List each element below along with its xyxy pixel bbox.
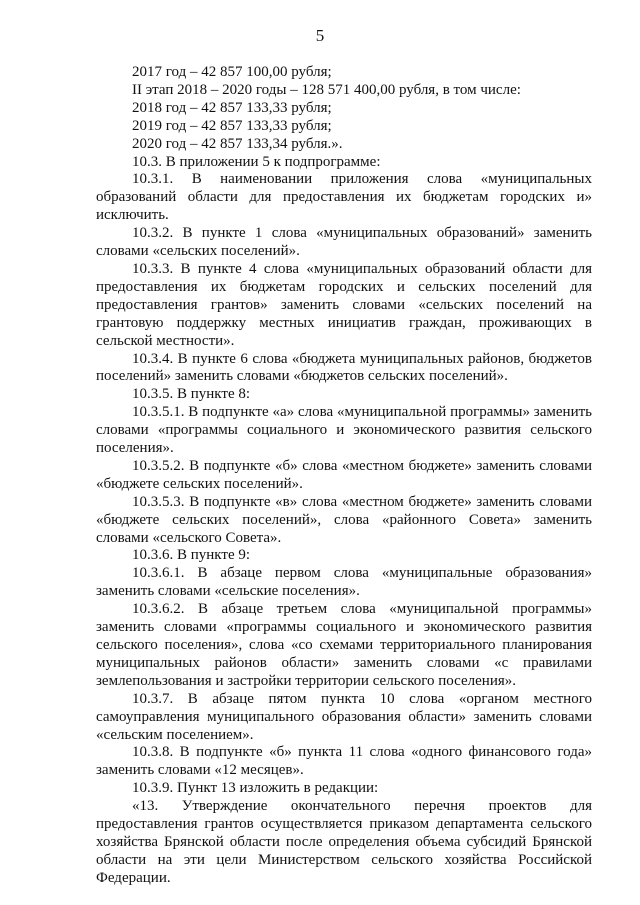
paragraph-10-3-8: 10.3.8. В подпункте «б» пункта 11 слова «одного финансового года» заменить словами «12 месяцев». [96,744,592,779]
paragraph-10-3-3: 10.3.3. В пункте 4 слова «муниципальных образований области для предоставления их бюджетам городских и сельских поселений для предоставления грантов» заменить словами «сельских поселений на грантовую поддержку местных инициатив граждан, проживающих в сельской местности». [96,260,592,349]
paragraph-10-3-5: 10.3.5. В пункте 8: [132,386,251,403]
paragraph-10-3-7: 10.3.7. В абзаце пятом пункта 10 слова «органом местного самоуправления муниципального образования области» заменить словами «сельским поселением». [96,690,592,743]
paragraph-10-3-6-2: 10.3.6.2. В абзаце третьем слова «муниципальной программы» заменить словами «программы социального и экономического развития сельского поселения», слова «со схемами территориального планирования муниципальных районов области» заменить словами «с правилами землепользования и застройки территории сельского поселения». [96,601,592,689]
paragraph-10-3-6-1: 10.3.6.1. В абзаце первом слова «муниципальные образования» заменить словами «сельские поселения». [96,565,592,600]
paragraph-10-3-9: 10.3.9. Пункт 13 изложить в редакции: [132,780,379,797]
paragraph-funding-2019: 2019 год – 42 857 133,33 рубля; [132,117,332,134]
paragraph-10-3-2: 10.3.2. В пункте 1 слова «муниципальных образований» заменить словами «сельских поселений». [96,225,592,260]
paragraph-10-3-5-2: 10.3.5.2. В подпункте «б» слова «местном бюджете» заменить словами «бюджете сельских поселений». [96,457,592,492]
paragraph-funding-2017: 2017 год – 42 857 100,00 рубля; [132,64,332,80]
paragraph-funding-2020: 2020 год – 42 857 133,34 рубля.». [132,135,343,152]
page-number: 5 [315,26,325,45]
paragraph-10-3-5-3: 10.3.5.3. В подпункте «в» слова «местном бюджете» заменить словами «бюджете сельских поселений», слова «районного Совета» заменить словами «сельского Совета». [96,493,592,546]
paragraph-funding-2018: 2018 год – 42 857 133,33 рубля; [132,99,332,116]
paragraph-10-3-6: 10.3.6. В пункте 9: [132,547,251,564]
paragraph-10-3-5-1: 10.3.5.1. В подпункте «а» слова «муниципальной программы» заменить словами «программы социального и экономического развития сельского поселения». [96,404,592,457]
paragraph-stage-2: II этап 2018 – 2020 годы – 128 571 400,00 рубля, в том числе: [132,81,521,98]
document-body [96,64,592,888]
paragraph-10-3-1: 10.3.1. В наименовании приложения слова «муниципальных образований области для предоставления их бюджетам городских и» исключить. [96,171,592,224]
paragraph-10-3-4: 10.3.4. В пункте 6 слова «бюджета муниципальных районов, бюджетов поселений» заменить словами «бюджетов сельских поселений». [96,350,592,385]
paragraph-quoted-13: «13. Утверждение окончательного перечня проектов для предоставления грантов осуществляется приказом департамента сельского хозяйства Брянской области после определения объема субсидий Брянской области на эти цели Министерством сельского хозяйства Российской Федерации. [96,798,592,886]
paragraph-10-3: 10.3. В приложении 5 к подпрограмме: [132,153,381,170]
